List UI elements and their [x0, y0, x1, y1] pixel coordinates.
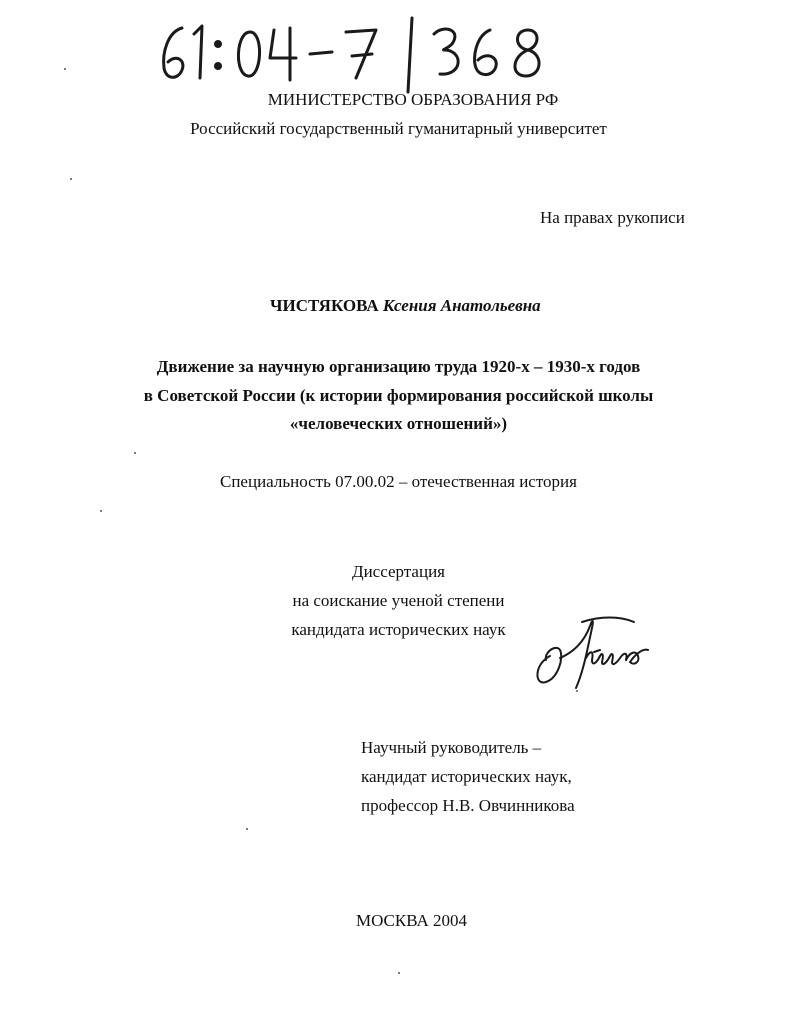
- scan-speck: [576, 690, 578, 692]
- scan-speck: [64, 68, 66, 70]
- supervisor-name: профессор Н.В. Овчинникова: [361, 796, 575, 815]
- supervisor-degree: кандидат исторических наук,: [361, 767, 572, 786]
- university-name: Российский государственный гуманитарный университет: [190, 119, 607, 138]
- author-given-names: Ксения Анатольевна: [382, 296, 541, 315]
- author-surname: ЧИСТЯКОВА: [270, 296, 379, 315]
- title-line: Движение за научную организацию труда 1920-х – 1930-х годов: [156, 357, 641, 376]
- city-year: МОСКВА 2004: [355, 911, 468, 930]
- scan-speck: [100, 510, 102, 512]
- thesis-degree-line: на соискание ученой степени: [292, 591, 505, 610]
- ministry-heading: МИНИСТЕРСТВО ОБРАЗОВАНИЯ РФ: [267, 90, 559, 109]
- supervisor-role: Научный руководитель –: [361, 738, 542, 757]
- title-line: «человеческих отношений»): [289, 414, 508, 433]
- author-name: [270, 296, 541, 316]
- scan-speck: [70, 178, 72, 180]
- scan-speck: [398, 972, 400, 974]
- signature: [530, 612, 660, 692]
- thesis-degree-field: кандидата исторических наук: [291, 620, 506, 639]
- rights-note: На правах рукописи: [540, 208, 685, 227]
- scan-speck: [246, 828, 248, 830]
- thesis-type: Диссертация: [351, 562, 445, 581]
- title-line: в Советской России (к истории формирования российской школы: [143, 386, 654, 405]
- scan-speck: [134, 452, 136, 454]
- handwritten-archive-code: [150, 14, 570, 94]
- specialty-line: Специальность 07.00.02 – отечественная история: [220, 472, 577, 491]
